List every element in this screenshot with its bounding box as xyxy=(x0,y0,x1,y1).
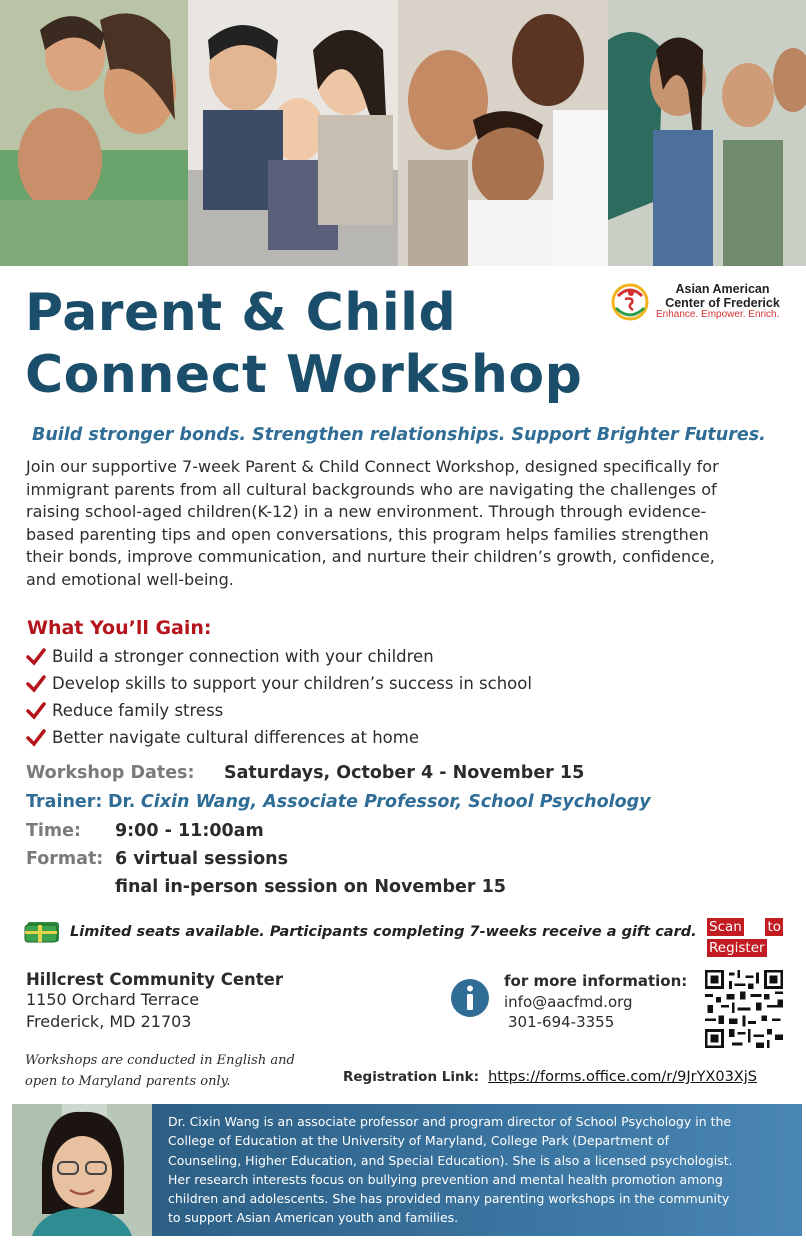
registration-link[interactable]: https://forms.office.com/r/9JrYX03XjS xyxy=(488,1069,757,1085)
check-icon xyxy=(26,648,46,666)
family-photo-2 xyxy=(188,0,398,266)
check-icon xyxy=(26,702,46,720)
format-line-2: final in-person session on November 15 xyxy=(115,877,506,897)
title-line-1: Parent & Child xyxy=(25,283,457,343)
family-photo-3 xyxy=(398,0,608,266)
venue-address-2: Frederick, MD 21703 xyxy=(26,1012,192,1031)
seats-note: Limited seats available. Participants completing 7-weeks receive a gift card. xyxy=(70,924,697,940)
family-photo-1 xyxy=(0,0,188,266)
trainer-photo xyxy=(12,1104,152,1236)
dates-value: Saturdays, October 4 - November 15 xyxy=(224,763,585,783)
format-line-1: 6 virtual sessions xyxy=(115,849,289,869)
org-logo-icon xyxy=(610,282,650,322)
venue-address-1: 1150 Orchard Terrace xyxy=(26,990,200,1009)
gift-card-icon xyxy=(24,920,62,944)
contact-phone[interactable]: 301-694-3355 xyxy=(508,1013,615,1031)
family-photo-4 xyxy=(608,0,806,266)
time-value: 9:00 - 11:00am xyxy=(115,821,264,841)
info-icon xyxy=(450,978,490,1018)
list-item: Build a stronger connection with your children xyxy=(26,643,726,670)
org-tagline: Enhance. Empower. Enrich. xyxy=(656,309,780,320)
venue-name: Hillcrest Community Center xyxy=(26,970,283,989)
gain-list xyxy=(26,643,726,751)
dates-label: Workshop Dates: xyxy=(26,763,195,783)
intro-paragraph: Join our supportive 7-week Parent & Child Connect Workshop, designed specifically for immigrant parents from all cultural backgrounds who are navigating the challenges of raising school-aged children(K-12) in a new environment. Through through evidence- based parenting tips and open conversations, this program helps families strengthen their bonds, improve communication, and nurture their children’s growth, confidence, and emotional well-being. xyxy=(26,457,719,589)
trainer-bio xyxy=(0,1104,806,1240)
bio-text: Dr. Cixin Wang is an associate professor and program director of School Psychology in the College of Education at the University of Maryland, College Park (Department of Counseling, Higher Education, and Special Education). She is also a licensed psychologist. Her research interests focus on bullying prevention and mental health promotion among children and adolescents. She has provided many parenting workshops in the community to support Asian American youth and families. xyxy=(168,1114,733,1226)
dates-row xyxy=(26,763,585,783)
list-item: Reduce family stress xyxy=(26,697,726,724)
format-row xyxy=(26,849,289,869)
trainer-value: Cixin Wang, Associate Professor, School Psychology xyxy=(140,792,651,812)
registration-label: Registration Link: xyxy=(343,1069,479,1085)
list-item: Better navigate cultural differences at home xyxy=(26,724,726,751)
org-name: Asian American Center of Frederick xyxy=(665,282,780,310)
qr-code-icon[interactable] xyxy=(705,970,783,1048)
gain-heading: What You’ll Gain: xyxy=(27,617,212,639)
page-title xyxy=(25,282,582,406)
org-logo xyxy=(610,282,800,322)
scan-word: Scan xyxy=(709,919,742,935)
title-line-2: Connect Workshop xyxy=(25,345,583,405)
time-label: Time: xyxy=(26,821,82,841)
register-word: Register xyxy=(709,940,765,956)
format-label: Format: xyxy=(26,849,104,869)
bio-panel xyxy=(152,1104,802,1236)
registration-row xyxy=(343,1066,757,1085)
format-line-2-row xyxy=(115,877,506,897)
tagline: Build stronger bonds. Strengthen relationships. Support Brighter Futures. xyxy=(32,425,766,445)
language-note: Workshops are conducted in English and open to Maryland parents only. xyxy=(25,1053,295,1089)
time-row xyxy=(26,821,264,841)
to-word: to xyxy=(767,919,781,935)
venue xyxy=(26,970,283,1033)
contact-heading: for more information: xyxy=(504,972,688,990)
seats-note-row xyxy=(24,920,697,944)
trainer-row xyxy=(26,792,651,812)
check-icon xyxy=(26,729,46,747)
scan-to-register xyxy=(707,918,783,960)
check-icon xyxy=(26,675,46,693)
trainer-title: Dr. xyxy=(108,792,136,812)
list-item: Develop skills to support your children’s success in school xyxy=(26,670,726,697)
photo-strip xyxy=(0,0,806,266)
trainer-label: Trainer: xyxy=(26,792,103,812)
contact-email[interactable]: info@aacfmd.org xyxy=(504,993,633,1011)
